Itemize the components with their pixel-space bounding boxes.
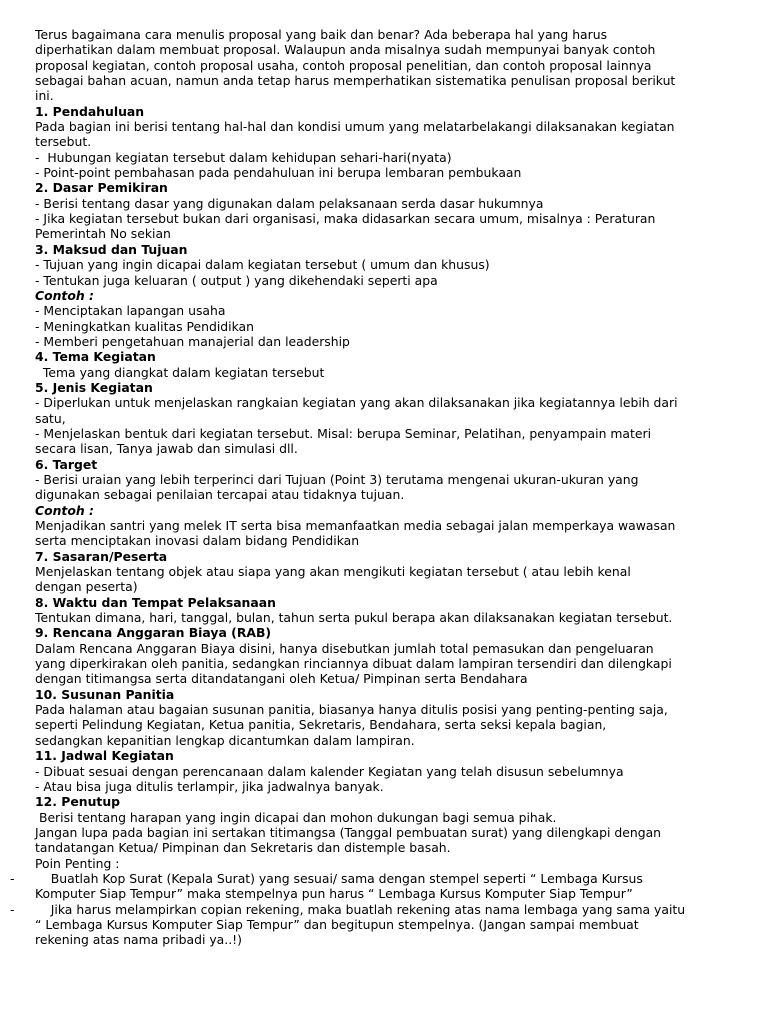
line-text: digunakan sebagai penilaian tercapai atau tidaknya tujuan. bbox=[35, 487, 405, 503]
text-line bbox=[35, 211, 740, 226]
line-text: - Tentukan juga keluaran ( output ) yang dikehendaki seperti apa bbox=[35, 272, 438, 288]
line-text: seperti Pelindung Kegiatan, Ketua panitia, Sekretaris, Bendahara, serta seksi kepala bagian, bbox=[35, 717, 607, 733]
line-text: Poin Penting : bbox=[35, 855, 120, 871]
text-line bbox=[35, 150, 740, 165]
text-line bbox=[35, 226, 740, 241]
text-line bbox=[35, 288, 740, 303]
line-text: Terus bagaimana cara menulis proposal yang baik dan benar? Ada beberapa hal yang harus bbox=[35, 27, 608, 42]
line-text: 3. Maksud dan Tujuan bbox=[35, 241, 188, 257]
section-heading bbox=[35, 625, 740, 640]
section-heading bbox=[35, 794, 740, 809]
text-line bbox=[35, 426, 740, 441]
text-line bbox=[35, 917, 740, 932]
line-text: Contoh : bbox=[35, 287, 94, 303]
line-text: - Atau bisa juga ditulis terlampir, jika jadwalnya banyak. bbox=[35, 778, 384, 794]
line-text: - Meningkatkan kualitas Pendidikan bbox=[35, 318, 254, 334]
line-text: - Hubungan kegiatan tersebut dalam kehidupan sehari-hari(nyata) bbox=[35, 149, 452, 165]
line-text: Jika harus melampirkan copian rekening, maka buatlah rekening atas nama lembaga yang sama yaitu bbox=[35, 901, 686, 917]
line-text: secara lisan, Tanya jawab dan simulasi dll. bbox=[35, 441, 298, 457]
text-line bbox=[35, 810, 740, 825]
line-text: - Point-point pembahasan pada pendahuluan ini berupa lembaran pembukaan bbox=[35, 165, 522, 181]
section-heading bbox=[35, 748, 740, 763]
line-text: 8. Waktu dan Tempat Pelaksanaan bbox=[35, 594, 276, 610]
text-line bbox=[35, 134, 740, 149]
text-line bbox=[35, 641, 740, 656]
text-line bbox=[35, 395, 740, 410]
line-text: 2. Dasar Pemikiran bbox=[35, 180, 168, 196]
line-text: - Diperlukan untuk menjelaskan rangkaian kegiatan yang akan dilaksanakan jika kegiatannya lebih dari bbox=[35, 395, 678, 411]
text-line bbox=[35, 886, 740, 901]
line-text: 12. Penutup bbox=[35, 794, 121, 810]
line-text: tandatangan Ketua/ Pimpinan dan Sekretaris dan distemple basah. bbox=[35, 840, 451, 856]
line-text: - Berisi uraian yang lebih terperinci dari Tujuan (Point 3) terutama mengenai ukuran-ukuran yang bbox=[35, 471, 639, 487]
text-line bbox=[35, 119, 740, 134]
line-text: serta menciptakan inovasi dalam bidang Pendidikan bbox=[35, 533, 360, 549]
line-text: Dalam Rencana Anggaran Biaya disini, hanya disebutkan jumlah total pemasukan dan pengeluaran bbox=[35, 640, 654, 656]
bullet-marker: - bbox=[10, 901, 15, 917]
text-line bbox=[35, 303, 740, 318]
line-text: “ Lembaga Kursus Komputer Siap Tempur” dan begitupun stempelnya. (Jangan sampai membuat bbox=[35, 916, 639, 932]
text-line bbox=[35, 487, 740, 502]
line-text: Pada halaman atau bagaian susunan panitia, biasanya hanya ditulis posisi yang penting-penting saja, bbox=[35, 702, 668, 718]
text-line bbox=[35, 472, 740, 487]
text-line bbox=[35, 610, 740, 625]
line-text: 1. Pendahuluan bbox=[35, 103, 145, 119]
text-line bbox=[35, 733, 740, 748]
section-heading bbox=[35, 457, 740, 472]
line-text: dengan titimangsa serta ditandatangani oleh Ketua/ Pimpinan serta Bendahara bbox=[35, 671, 528, 687]
text-line bbox=[35, 273, 740, 288]
text-line bbox=[35, 365, 740, 380]
text-line bbox=[35, 840, 740, 855]
line-text: - Berisi tentang dasar yang digunakan dalam pelaksanaan serda dasar hukumnya bbox=[35, 195, 544, 211]
line-text: sedangkan kepanitian lengkap dicantumkan dalam lampiran. bbox=[35, 732, 415, 748]
line-text: - Memberi pengetahuan manajerial dan leadership bbox=[35, 333, 350, 349]
line-text: 9. Rencana Anggaran Biaya (RAB) bbox=[35, 625, 272, 641]
line-text: yang diperkirakan oleh panitia, sedangkan rinciannya dibuat dalam lampiran tersendiri dan dilengkapi bbox=[35, 656, 672, 672]
text-line bbox=[35, 564, 740, 579]
line-text: Buatlah Kop Surat (Kepala Surat) yang sesuai/ sama dengan stempel seperti “ Lembaga Kursus bbox=[35, 870, 643, 886]
text-line bbox=[10, 901, 740, 917]
line-text: dengan peserta) bbox=[35, 579, 138, 595]
line-text: 11. Jadwal Kegiatan bbox=[35, 748, 174, 764]
line-text: diperhatikan dalam membuat proposal. Walaupun anda misalnya sudah mempunyai banyak contoh bbox=[35, 42, 656, 58]
text-line bbox=[35, 717, 740, 732]
line-text: - Jika kegiatan tersebut bukan dari organisasi, maka didasarkan secara umum, misalnya : Peraturan bbox=[35, 211, 656, 227]
text-line bbox=[35, 579, 740, 594]
section-heading bbox=[35, 104, 740, 119]
line-text: Pada bagian ini berisi tentang hal-hal dan kondisi umum yang melatarbelakangi dilaksanakan kegiatan bbox=[35, 119, 675, 135]
line-text: Berisi tentang harapan yang ingin dicapai dan mohon dukungan bagi semua pihak. bbox=[35, 809, 557, 825]
text-line bbox=[35, 196, 740, 211]
text-line bbox=[35, 58, 740, 73]
text-line bbox=[35, 503, 740, 518]
bullet-marker: - bbox=[10, 870, 15, 886]
line-text: Tentukan dimana, hari, tanggal, bulan, tahun serta pukul berapa akan dilaksanakan kegiatan tersebut. bbox=[35, 610, 673, 626]
line-text: ini. bbox=[35, 88, 54, 104]
line-text: 7. Sasaran/Peserta bbox=[35, 548, 168, 564]
line-text: Contoh : bbox=[35, 502, 94, 518]
text-line bbox=[35, 825, 740, 840]
text-line bbox=[35, 779, 740, 794]
line-text: Menjelaskan tentang objek atau siapa yang akan mengikuti kegiatan tersebut ( atau lebih kenal bbox=[35, 564, 631, 580]
text-line bbox=[35, 856, 740, 871]
line-text: Menjadikan santri yang melek IT serta bisa memanfaatkan media sebagai jalan memperkaya wawasan bbox=[35, 518, 676, 533]
section-heading bbox=[35, 242, 740, 257]
text-line bbox=[35, 764, 740, 779]
line-text: - Tujuan yang ingin dicapai dalam kegiatan tersebut ( umum dan khusus) bbox=[35, 257, 490, 273]
line-text: 5. Jenis Kegiatan bbox=[35, 379, 153, 395]
text-line bbox=[35, 257, 740, 272]
text-line bbox=[10, 870, 740, 886]
line-text: 6. Target bbox=[35, 456, 98, 472]
text-line bbox=[35, 165, 740, 180]
line-text: tersebut. bbox=[35, 134, 92, 150]
text-line bbox=[35, 334, 740, 349]
text-line bbox=[35, 932, 740, 947]
line-text: - Dibuat sesuai dengan perencanaan dalam kalender Kegiatan yang telah disusun sebelumnya bbox=[35, 763, 624, 779]
section-heading bbox=[35, 549, 740, 564]
text-line bbox=[35, 656, 740, 671]
line-text: Tema yang diangkat dalam kegiatan tersebut bbox=[35, 364, 325, 380]
section-heading bbox=[35, 349, 740, 364]
text-line bbox=[35, 42, 740, 57]
line-text: sebagai bahan acuan, namun anda tetap harus memperhatikan sistematika penulisan proposal berikut bbox=[35, 73, 676, 89]
line-text: 4. Tema Kegiatan bbox=[35, 349, 156, 365]
text-line bbox=[35, 73, 740, 88]
text-line bbox=[35, 27, 740, 42]
line-text: - Menjelaskan bentuk dari kegiatan tersebut. Misal: berupa Seminar, Pelatihan, penyampain materi bbox=[35, 425, 652, 441]
line-text: Komputer Siap Tempur” maka stempelnya pun harus “ Lembaga Kursus Komputer Siap Tempur” bbox=[35, 886, 633, 902]
text-line bbox=[35, 518, 740, 533]
section-heading bbox=[35, 180, 740, 195]
text-line bbox=[35, 319, 740, 334]
line-text: - Menciptakan lapangan usaha bbox=[35, 303, 226, 319]
section-heading bbox=[35, 687, 740, 702]
line-text: rekening atas nama pribadi ya..!) bbox=[35, 932, 242, 948]
line-text: Pemerintah No sekian bbox=[35, 226, 171, 242]
line-text: proposal kegiatan, contoh proposal usaha, contoh proposal penelitian, dan contoh proposal lainnya bbox=[35, 57, 652, 73]
section-heading bbox=[35, 380, 740, 395]
text-line bbox=[35, 671, 740, 686]
text-line bbox=[35, 441, 740, 456]
text-line bbox=[35, 702, 740, 717]
text-line bbox=[35, 88, 740, 103]
line-text: 10. Susunan Panitia bbox=[35, 686, 175, 702]
section-heading bbox=[35, 595, 740, 610]
line-text: Jangan lupa pada bagian ini sertakan titimangsa (Tanggal pembuatan surat) yang dilengkapi dengan bbox=[35, 824, 662, 840]
text-line bbox=[35, 533, 740, 548]
text-line bbox=[35, 411, 740, 426]
line-text: satu, bbox=[35, 410, 66, 426]
